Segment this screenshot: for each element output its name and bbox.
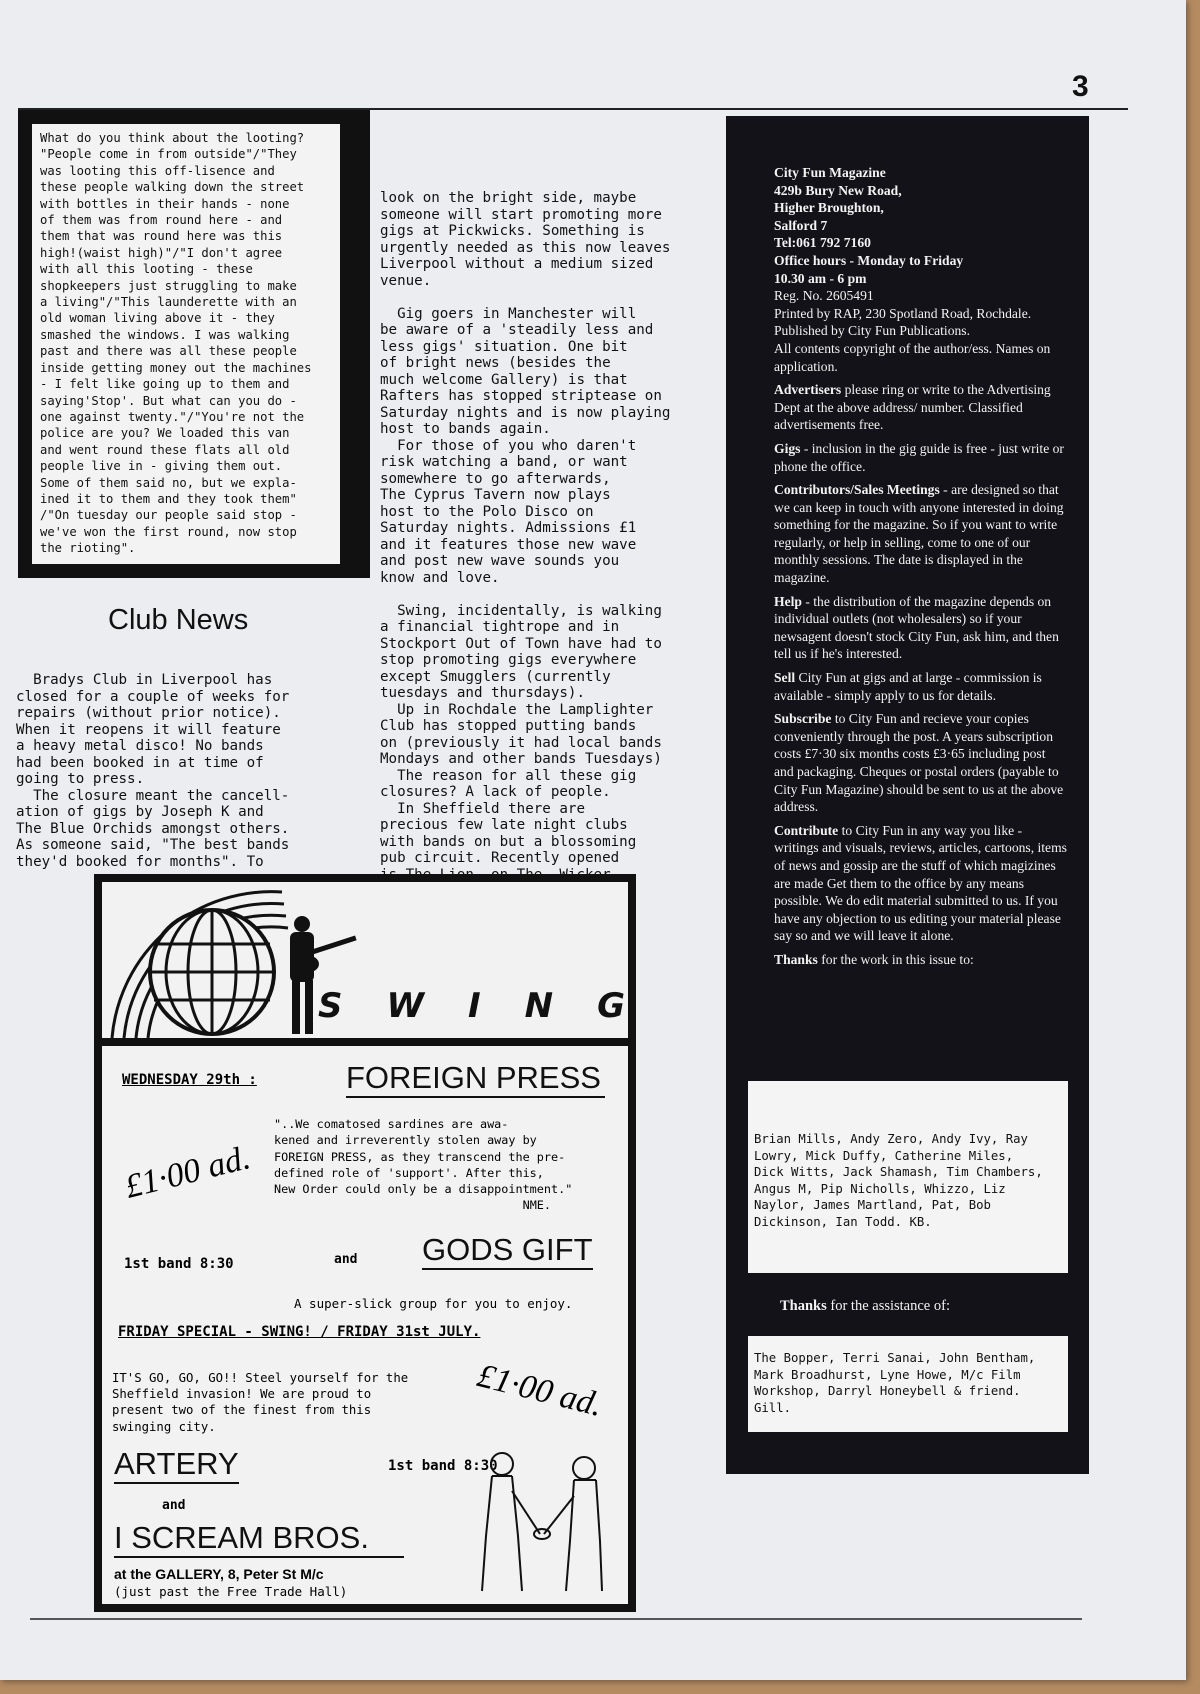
advert-inner bbox=[102, 882, 670, 1604]
assistance-heading: Thanks for the assistance of: bbox=[780, 1298, 950, 1314]
band-artery: ARTERY bbox=[114, 1446, 239, 1484]
price-2: £1·00 ad. bbox=[473, 1357, 607, 1424]
venue-directions: (just past the Free Trade Hall) bbox=[114, 1584, 348, 1599]
address-line: Higher Broughton, bbox=[774, 200, 884, 216]
first-band-time-2: 1st band 8:30 bbox=[388, 1458, 498, 1474]
friday-special-heading: FRIDAY SPECIAL - SWING! / FRIDAY 31st JULY. bbox=[118, 1324, 481, 1340]
venue-line: at the GALLERY, 8, Peter St M/c bbox=[114, 1566, 324, 1582]
info-text bbox=[774, 164, 1068, 975]
band-i-scream-bros: I SCREAM BROS. bbox=[114, 1520, 404, 1558]
assistance-names-card: The Bopper, Terri Sanai, John Bentham, Mark Broadhurst, Lyne Howe, M/c Film Workshop, Darryl Honeybell & friend. Gill. bbox=[748, 1336, 1068, 1432]
telephone: Tel:061 792 7160 bbox=[774, 235, 871, 251]
reg-number: Reg. No. 2605491 bbox=[774, 288, 874, 304]
advert-body bbox=[102, 1046, 628, 1604]
club-news-column-1: Bradys Club in Liverpool has closed for a couple of weeks for repairs (without prior notice). When it reopens it will feature a heavy metal disco! No bands had been booked in at time of going to press. The closure meant the cancell- ation of gigs by Joseph K and The Blue Orchids amongst others. As someone said, "The best bands they'd booked for months". To bbox=[16, 672, 290, 870]
thanks-names-card: Brian Mills, Andy Zero, Andy Ivy, Ray Lowry, Mick Duffy, Catherine Miles, Dick Witts, Jack Shamash, Tim Chambers, Angus M, Pip Nicholls, Whizzo, Liz Naylor, James Martland, Pat, Bob Dickinson, Ian Todd. KB. bbox=[748, 1081, 1068, 1273]
copyright: All contents copyright of the author/ess. Names on application. bbox=[774, 340, 1051, 374]
swing-advert bbox=[94, 874, 670, 1612]
looting-quote-box bbox=[18, 110, 370, 578]
and-label-2: and bbox=[162, 1498, 186, 1513]
nme-quote: "..We comatosed sardines are awa- kened and irreverently stolen away by FOREIGN PRESS, as they transcend the pre- defined role of 'support'. After this, New Order could only be a disappointment." NME. bbox=[274, 1117, 573, 1213]
address-line: 429b Bury New Road, bbox=[774, 182, 902, 198]
address-line: Salford 7 bbox=[774, 217, 828, 233]
price-1: £1·00 ad. bbox=[121, 1139, 254, 1206]
sheffield-blurb: IT'S GO, GO, GO!! Steel yourself for the Sheffield invasion! We are proud to present two of the finest from this swinging city. bbox=[112, 1371, 409, 1434]
advert-header bbox=[102, 882, 670, 1038]
band-gods-gift: GODS GIFT bbox=[422, 1232, 593, 1270]
office-hours: Office hours - Monday to Friday bbox=[774, 252, 964, 268]
magazine-info-box bbox=[726, 116, 1089, 1474]
contribute-section: Contribute to City Fun in any way you like - writings and visuals, reviews, articles, cartoons, items of news and gossip are the stuff of which magizines are made Get them to the office by any means possible. We do edit material submitted to us. If you have any objection to us editing your material please say so and we will leave it alone. bbox=[774, 822, 1067, 944]
sell-section: Sell City Fun at gigs and at large - commission is available - simply apply to us for details. bbox=[774, 670, 1042, 703]
printed-by: Printed by RAP, 230 Spotland Road, Rochdale. bbox=[774, 305, 1032, 321]
advertisers-section: Advertisers please ring or write to the Advertising Dept at the above address/ number. Classified advertisements free. bbox=[774, 382, 1051, 433]
bottom-rule bbox=[30, 1618, 1082, 1620]
and-label-1: and bbox=[334, 1252, 358, 1267]
thanks-heading: Thanks for the work in this issue to: bbox=[774, 951, 974, 967]
help-section: Help - the distribution of the magazine depends on individual outlets (not wholesalers) so if your newsagent doesn't stock City Fun, ask him, and then tell us if he's interested. bbox=[774, 593, 1059, 662]
contributors-section: Contributors/Sales Meetings - are designed so that we can keep in touch with anyone interested in doing something for the magazine. So if you want to write regularly, or help in selling, come to one of our monthly sessions. The date is displayed in the magazine. bbox=[774, 482, 1064, 586]
gods-gift-blurb: A super-slick group for you to enjoy. bbox=[294, 1296, 573, 1311]
advert-divider bbox=[102, 1038, 628, 1046]
gigs-section: Gigs - inclusion in the gig guide is free - just write or phone the office. bbox=[774, 440, 1064, 474]
published-by: Published by City Fun Publications. bbox=[774, 323, 970, 339]
band-foreign-press: FOREIGN PRESS bbox=[346, 1060, 605, 1098]
handshake-illustration bbox=[462, 1446, 622, 1596]
office-hours-time: 10.30 am - 6 pm bbox=[774, 270, 867, 286]
event-date-1: WEDNESDAY 29th : bbox=[122, 1072, 257, 1088]
address-line: City Fun Magazine bbox=[774, 165, 886, 180]
club-news-title: Club News bbox=[108, 604, 249, 636]
first-band-time-1: 1st band 8:30 bbox=[124, 1256, 234, 1272]
page-number: 3 bbox=[1072, 70, 1089, 103]
subscribe-section: Subscribe to City Fun and recieve your copies conveniently through the post. A years subscription costs £7·30 six months costs £3·65 including post and packaging. Cheques or postal orders (payable to City Fun Magazine) should be sent to us at the above address. bbox=[774, 711, 1064, 815]
swing-logo-text: SWING bbox=[318, 986, 670, 1026]
looting-quote-text: What do you think about the looting? "People come in from outside"/"They was looting this off-lisence and these people walking down the street with bottles in their hands - none of them was from round here - and them that was round here was this high!(waist high)"/"I don't agree with all this looting - these shopkeepers just struggling to make a living"/"This launderette with an old woman living above it - they smashed the windows. I was walking past and there was all these people inside getting money out the machines - I felt like going up to them and saying'Stop'. But what can you do - one against twenty."/"You're not the police are you? We loaded this van and went round these flats all old people live in - giving them out. Some of them said no, but we expla- ined it to them and they took them" /"On tuesday our people said stop - we've won the first round, now stop the rioting". bbox=[32, 124, 340, 564]
club-news-column-2: look on the bright side, maybe someone will start promoting more gigs at Pickwicks. Something is urgently needed as this now leaves Liverpool without a medium sized venue. Gig goers in Manchester will be aware of a 'steadily less and less gigs' situation. One bit of bright news (besides the much welcome Gallery) is that Rafters has stopped striptease on Saturday nights and is now playing host to bands again. For those of you who daren't risk watching a band, or want somewhere to go afterwards, The Cyprus Tavern now plays host to the Polo Disco on Saturday nights. Admissions £1 and it features those new wave and post new wave sounds you know and love. Swing, incidentally, is walking a financial tightrope and in Stockport Out of Town have had to stop promoting gigs everywhere except Smugglers (currently tuesdays and thursdays). Up in Rochdale the Lamplighter Club has stopped putting bands on (previously it had local bands Mondays and other bands Tuesdays) The reason for all these gig closures? A lack of people. In Sheffield there are precious few late night clubs with bands on but a blossoming pub circuit. Recently opened bbox=[380, 190, 671, 866]
